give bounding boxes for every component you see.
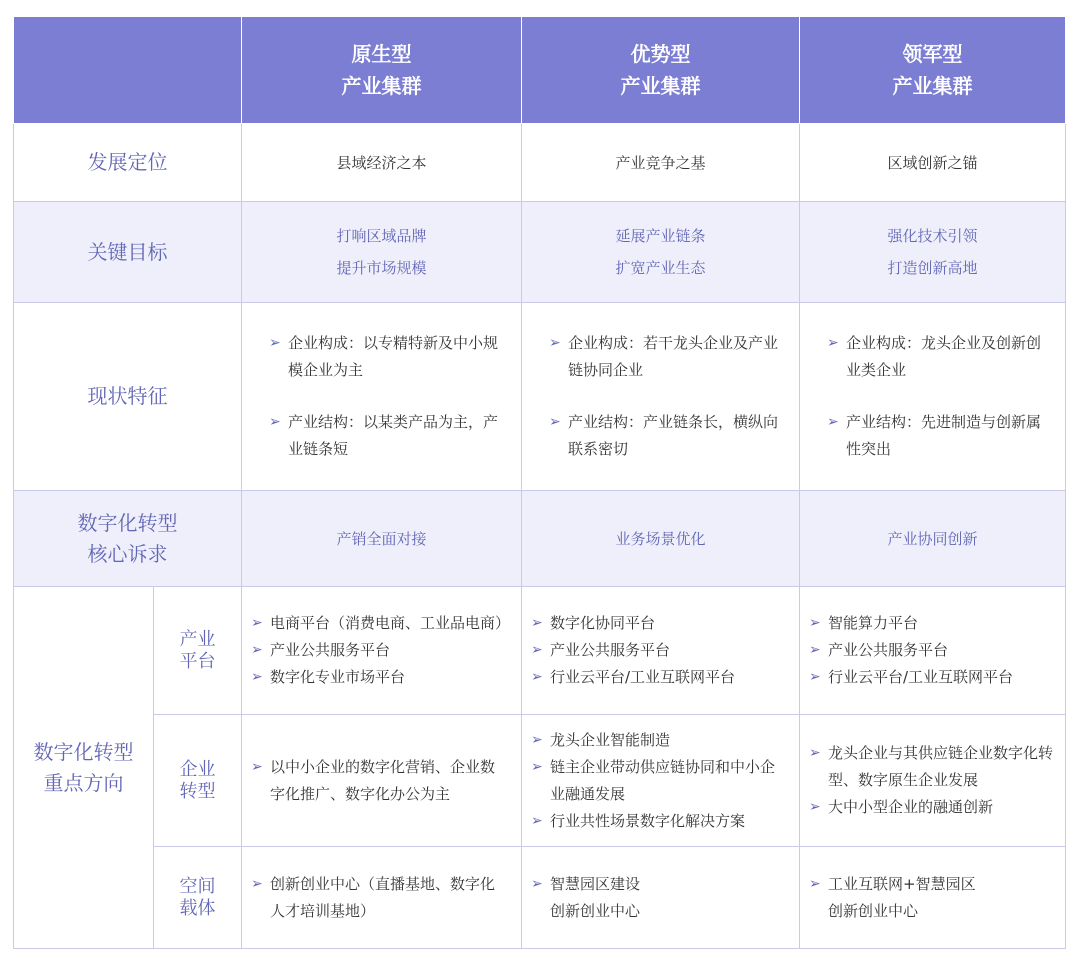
header-row <box>14 17 1066 124</box>
enterprise-item: ➢ 大中小型企业的融通创新 <box>828 794 1053 821</box>
status-item: ➢ 企业构成：龙头企业及创新创业类企业 <box>846 330 1053 384</box>
status-item: ➢ 企业构成：以专精特新及中小规模企业为主 <box>288 330 509 384</box>
core-demand-leading: 产业协同创新 <box>800 491 1066 587</box>
core-demand-label-line1: 数字化转型 <box>77 510 178 535</box>
platform-native <box>242 587 522 715</box>
arrow-bullet-icon: ➢ <box>531 875 543 892</box>
goal-item: 提升市场规模 <box>336 259 427 277</box>
space-label <box>154 847 242 949</box>
enterprise-label <box>154 715 242 847</box>
enterprise-row <box>14 715 1066 847</box>
space-leading <box>800 847 1066 949</box>
arrow-bullet-icon: ➢ <box>809 642 821 658</box>
header-leading-cluster <box>800 17 1066 124</box>
platform-item: ➢ 产业公共服务平台 <box>828 637 1053 664</box>
enterprise-leading <box>800 715 1066 847</box>
goal-item: 强化技术引领 <box>887 227 978 245</box>
arrow-bullet-icon: ➢ <box>809 875 821 892</box>
arrow-bullet-icon: ➢ <box>251 642 263 658</box>
status-item: ➢ 企业构成：若干龙头企业及产业链协同企业 <box>568 330 787 384</box>
space-item: 创新创业中心 <box>828 901 919 920</box>
core-demand-row <box>14 491 1066 587</box>
arrow-bullet-icon: ➢ <box>809 799 821 815</box>
enterprise-native <box>242 715 522 847</box>
platform-item: ➢ 数字化协同平台 <box>550 610 787 637</box>
goals-native <box>242 202 522 303</box>
focus-label <box>14 587 154 949</box>
status-row <box>14 303 1066 491</box>
arrow-bullet-icon: ➢ <box>549 335 561 351</box>
enterprise-advantage <box>522 715 800 847</box>
core-demand-label <box>14 491 242 587</box>
goals-row <box>14 202 1066 303</box>
arrow-bullet-icon: ➢ <box>531 731 543 748</box>
space-label-line2: 载体 <box>179 897 216 919</box>
enterprise-label-line1: 企业 <box>179 758 216 780</box>
space-item: ➢ 智慧园区建设 <box>550 871 787 898</box>
platform-label-line1: 产业 <box>179 628 216 650</box>
space-native <box>242 847 522 949</box>
arrow-bullet-icon: ➢ <box>251 615 263 631</box>
status-label: 现状特征 <box>14 303 242 491</box>
header-native-cluster <box>242 17 522 124</box>
goals-advantage <box>522 202 800 303</box>
status-item: ➢ 产业结构：先进制造与创新属性突出 <box>846 409 1053 463</box>
status-leading <box>800 303 1066 491</box>
focus-label-line2: 重点方向 <box>43 770 124 795</box>
platform-item: ➢ 行业云平台/工业互联网平台 <box>828 664 1053 691</box>
arrow-bullet-icon: ➢ <box>809 669 821 685</box>
arrow-bullet-icon: ➢ <box>251 669 263 685</box>
goal-item: 扩宽产业生态 <box>615 259 706 277</box>
enterprise-item: ➢ 龙头企业智能制造 <box>550 727 787 754</box>
space-item: ➢ 工业互联网+智慧园区 <box>828 871 1053 898</box>
platform-leading <box>800 587 1066 715</box>
goal-item: 打造创新高地 <box>887 259 978 277</box>
core-demand-native: 产销全面对接 <box>242 491 522 587</box>
core-demand-advantage: 业务场景优化 <box>522 491 800 587</box>
header-col2-line1: 优势型 <box>630 42 691 66</box>
enterprise-label-line2: 转型 <box>179 780 216 802</box>
arrow-bullet-icon: ➢ <box>269 335 281 351</box>
focus-label-line1: 数字化转型 <box>33 739 134 764</box>
arrow-bullet-icon: ➢ <box>531 615 543 631</box>
space-row <box>14 847 1066 949</box>
enterprise-item: ➢ 龙头企业与其供应链企业数字化转型、数字原生企业发展 <box>828 740 1053 794</box>
goal-item: 打响区域品牌 <box>336 227 427 245</box>
platform-item: ➢ 智能算力平台 <box>828 610 1053 637</box>
goal-item: 延展产业链条 <box>615 227 706 245</box>
header-col3-line2: 产业集群 <box>892 74 973 98</box>
core-demand-label-line2: 核心诉求 <box>87 541 168 566</box>
arrow-bullet-icon: ➢ <box>531 642 543 658</box>
platform-label <box>154 587 242 715</box>
platform-item: ➢ 产业公共服务平台 <box>550 637 787 664</box>
header-advantage-cluster <box>522 17 800 124</box>
enterprise-item: ➢ 行业共性场景数字化解决方案 <box>550 808 787 835</box>
status-item: ➢ 产业结构：以某类产品为主，产业链条短 <box>288 409 509 463</box>
status-item: ➢ 产业结构：产业链条长，横纵向联系密切 <box>568 409 787 463</box>
arrow-bullet-icon: ➢ <box>809 745 821 761</box>
arrow-bullet-icon: ➢ <box>251 875 263 892</box>
platform-item: ➢ 行业云平台/工业互联网平台 <box>550 664 787 691</box>
platform-label-line2: 平台 <box>179 650 216 672</box>
positioning-label: 发展定位 <box>14 124 242 202</box>
arrow-bullet-icon: ➢ <box>251 758 263 775</box>
arrow-bullet-icon: ➢ <box>531 669 543 685</box>
space-label-line1: 空间 <box>179 875 216 897</box>
status-advantage <box>522 303 800 491</box>
arrow-bullet-icon: ➢ <box>827 414 839 430</box>
platform-item: ➢ 数字化专业市场平台 <box>270 664 509 691</box>
enterprise-item: ➢ 以中小企业的数字化营销、企业数字化推广、数字化办公为主 <box>270 754 509 808</box>
goals-leading <box>800 202 1066 303</box>
header-col1-line1: 原生型 <box>351 42 412 66</box>
arrow-bullet-icon: ➢ <box>269 414 281 430</box>
platform-row <box>14 587 1066 715</box>
arrow-bullet-icon: ➢ <box>531 812 543 829</box>
arrow-bullet-icon: ➢ <box>531 758 543 775</box>
enterprise-item: ➢ 链主企业带动供应链协同和中小企业融通发展 <box>550 754 787 808</box>
space-item: ➢ 创新创业中心（直播基地、数字化人才培训基地） <box>270 871 509 925</box>
arrow-bullet-icon: ➢ <box>809 615 821 631</box>
header-col2-line2: 产业集群 <box>620 74 701 98</box>
platform-advantage <box>522 587 800 715</box>
arrow-bullet-icon: ➢ <box>827 335 839 351</box>
header-col3-line1: 领军型 <box>902 42 963 66</box>
cluster-comparison-table <box>13 16 1066 949</box>
goals-label: 关键目标 <box>14 202 242 303</box>
platform-item: ➢ 电商平台（消费电商、工业品电商） <box>270 610 509 637</box>
space-item: 创新创业中心 <box>550 901 641 920</box>
positioning-native: 县域经济之本 <box>242 124 522 202</box>
header-corner-cell <box>14 17 242 124</box>
positioning-row <box>14 124 1066 202</box>
status-native <box>242 303 522 491</box>
platform-item: ➢ 产业公共服务平台 <box>270 637 509 664</box>
header-col1-line2: 产业集群 <box>341 74 422 98</box>
positioning-advantage: 产业竞争之基 <box>522 124 800 202</box>
arrow-bullet-icon: ➢ <box>549 414 561 430</box>
positioning-leading: 区域创新之锚 <box>800 124 1066 202</box>
space-advantage <box>522 847 800 949</box>
